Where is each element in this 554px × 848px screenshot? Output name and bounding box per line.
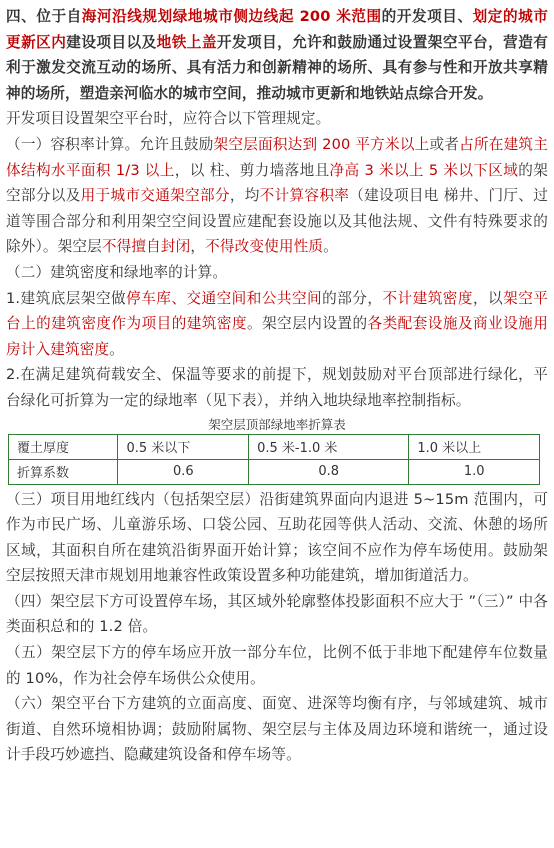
item-4-paragraph: （四）架空层下方可设置停车场，其区域外轮廓整体投影面积不应大于 ”（三）” 中各类面积总和的 1.2 倍。 (6, 592, 548, 636)
text-span: 1.建筑底层架空做 (6, 289, 127, 307)
table-cell: 1.0 (409, 459, 540, 484)
highlight-text: 各类配套设施及商业设施用房计入建筑密度 (6, 315, 548, 358)
highlight-text: 占所在建筑主体结构水平面积 1/3 以上 (6, 135, 549, 179)
table-cell: 0.5 米-1.0 米 (249, 434, 409, 459)
text-span: （建设项目电 梯井、门厅、过道等围合部分和利用架空空间设置应建配套设施以及其他法规、文件有特殊要求的除外）。架空层 (6, 187, 548, 256)
text-span: 。 (323, 238, 338, 256)
text-span: 开发项目，允许和鼓励通过设置架空平台，营造有利于激发交流互动的场所、具有活力和创新精神的场所、具有参与性和开放共享精神的场所，塑造亲河临水的城市空间，推动城市更新和地铁站点综合开发。 (6, 33, 548, 102)
table-cell: 覆土厚度 (9, 434, 118, 459)
text-span: ，以 (472, 289, 504, 307)
text-span: ，以 柱、剪力墙落地且 (174, 161, 330, 179)
text-span: （一）容积率计算。允许且鼓励 (6, 135, 214, 153)
highlight-text: 用于城市交通架空部分 (80, 187, 230, 205)
text-span: 的部分， (322, 289, 383, 307)
table-row (9, 459, 540, 484)
highlight-text: 架空平台上的建筑密度作为项目的建筑密度 (6, 289, 549, 333)
highlight-text: 不计算容积率 (259, 187, 350, 205)
table-cell: 0.5 米以下 (118, 434, 249, 459)
text-span: 。架空层内设置的 (247, 315, 368, 333)
highlight-text: 不得改变使用性质 (205, 238, 324, 256)
table-cell: 1.0 米以上 (409, 434, 540, 459)
text-span: 四、位于自 (6, 8, 82, 25)
highlight-text: 停车库、交通空间和公共空间 (126, 289, 323, 307)
text-span: ，均 (229, 187, 260, 205)
table-header-row (9, 434, 540, 459)
highlight-text: 不计建筑密度 (382, 289, 473, 307)
text-span: 或者 (429, 135, 460, 153)
table-caption: 架空层顶部绿地率折算表 (208, 416, 346, 432)
text-span: ， (190, 238, 206, 256)
highlight-text: 海河沿线规划绿地城市侧边线起 200 米范围 (81, 8, 382, 25)
text-span: 的开发项目、 (381, 8, 473, 25)
item-2-title: （二）建筑密度和绿地率的计算。 (6, 263, 228, 281)
highlight-text: 净高 3 米以上 5 米以下区域 (329, 161, 519, 179)
item-2-2-paragraph: 2.在满足建筑荷载安全、保温等要求的前提下，规划鼓励对平台顶部进行绿化，平台绿化可折算为一定的绿地率（见下表），并纳入地块绿地率控制指标。 (6, 366, 548, 409)
highlight-text: 不得擅自封闭 (101, 238, 191, 256)
text-span: 建设项目以及 (66, 33, 157, 51)
table-cell: 0.8 (249, 459, 409, 484)
intro-paragraph: 开发项目设置架空平台时，应符合以下管理规定。 (6, 110, 331, 128)
text-span: 。 (109, 340, 124, 358)
highlight-text: 划定的城市更新区内 (6, 8, 548, 51)
item-6-paragraph: （六）架空平台下方建筑的立面高度、面宽、进深等均衡有序，与邻域建筑、城市街道、自然环境相协调；鼓励附属物、架空层与主体及周边环境和谐统一，通过设计手段巧妙遮挡、隐藏建筑设备和停车场等。 (6, 695, 548, 764)
item-5-paragraph: （五）架空层下方的停车场应开放一部分车位，比例不低于非地下配建停车位数量的 10%，作为社会停车场供公众使用。 (6, 644, 548, 687)
table-cell: 折算系数 (9, 459, 118, 484)
text-span: 的架空部分以及 (6, 161, 548, 205)
item-3-paragraph: （三）项目用地红线内（包括架空层）沿街建筑界面向内退进 5~15m 范围内，可作为市民广场、儿童游乐场、口袋公园、互助花园等供人活动、交流、休憩的场所区域，其面积自所在建筑沿街界面开始计算；该空间不应作为停车场使用。鼓励架空层按照天津市规划用地兼容性政策设置多种功能建筑，增加街道活力。 (6, 490, 548, 585)
green-ratio-table (8, 434, 540, 485)
item-2-1-paragraph (6, 286, 548, 363)
highlight-text: 架空层面积达到 200 平方米以上 (213, 135, 430, 153)
item-1-paragraph (6, 132, 548, 260)
table-cell: 0.6 (118, 459, 249, 484)
section-4-paragraph (6, 4, 548, 106)
highlight-text: 地铁上盖 (156, 33, 217, 51)
